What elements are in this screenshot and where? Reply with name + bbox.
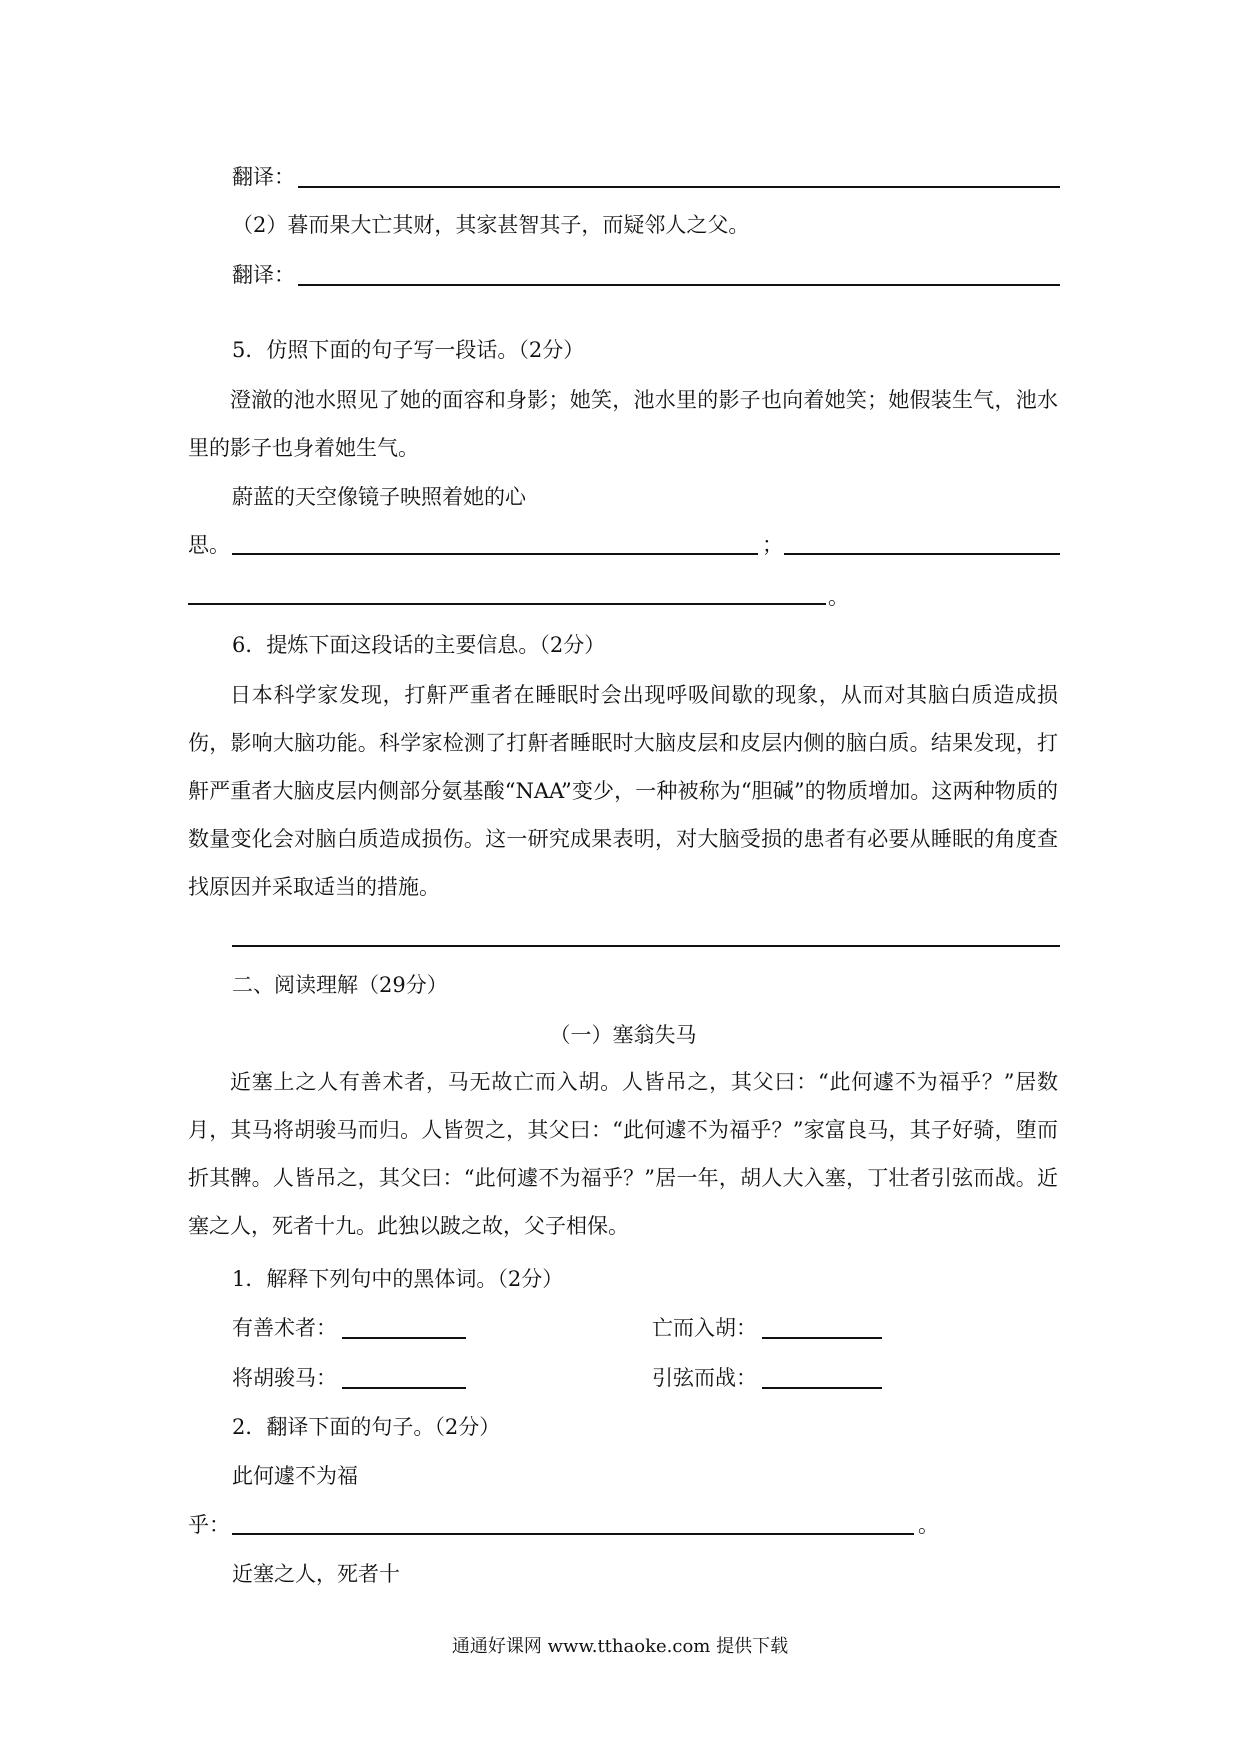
answer-line[interactable] [232,553,758,555]
story-title: （一）塞翁失马 [549,1023,697,1047]
question-sentence: （2）暮而果大亡其财，其家甚智其子，而疑邻人之父。 [232,213,750,237]
prompt-continuation: 思。 [188,533,230,557]
answer-line[interactable] [762,1387,882,1389]
answer-line[interactable] [784,553,1060,555]
term-label: 引弦而战： [652,1366,757,1390]
term-label: 亡而入胡： [652,1316,757,1340]
answer-line[interactable] [342,1337,466,1339]
answer-line[interactable] [298,284,1060,286]
period: 。 [918,1513,939,1537]
translate-label: 翻译： [232,165,295,189]
answer-line[interactable] [232,945,1060,947]
question-title: 1．解释下列句中的黑体词。（2分） [232,1267,564,1291]
answer-line[interactable] [188,603,826,605]
term-label: 将胡骏马： [232,1366,337,1390]
semicolon: ； [762,533,783,557]
answer-line[interactable] [298,186,1060,188]
story-paragraph: 近塞上之人有善术者，马无故亡而入胡。人皆吊之，其父曰：“此何遽不为福乎？”居数月，其马将胡骏马而归。人皆贺之，其父曰：“此何遽不为福乎？”家富良马，其子好骑，堕而折其髀。人皆吊之，其父曰：“此何遽不为福乎？”居一年，胡人大入塞，丁壮者引弦而战。近塞之人，死者十九。此独以跛之故，父子相保。 [188,1070,1058,1238]
question-sentence: 近塞之人，死者十 [232,1562,400,1586]
question-title: 6．提炼下面这段话的主要信息。（2分） [232,633,606,657]
answer-line[interactable] [762,1337,882,1339]
term-label: 有善术者： [232,1316,337,1340]
period: 。 [828,585,849,609]
prompt-sentence: 蔚蓝的天空像镜子映照着她的心 [232,485,526,509]
question-sentence: 此何遽不为福 [232,1464,358,1488]
question-continuation: 乎： [188,1513,230,1537]
translate-label: 翻译： [232,263,295,287]
example-paragraph: 澄澈的池水照见了她的面容和身影；她笑，池水里的影子也向着她笑；她假装生气，池水里的影子也身着她生气。 [188,388,1058,460]
question-title: 2．翻译下面的句子。（2分） [232,1415,501,1439]
section-heading: 二、阅读理解（29分） [232,973,448,997]
answer-line[interactable] [232,1533,914,1535]
footer-credit: 通通好课网 www.tthaoke.com 提供下载 [451,1636,789,1657]
question-title: 5．仿照下面的句子写一段话。（2分） [232,338,585,362]
answer-line[interactable] [342,1387,466,1389]
passage-paragraph: 日本科学家发现，打鼾严重者在睡眠时会出现呼吸间歇的现象，从而对其脑白质造成损伤，影响大脑功能。科学家检测了打鼾者睡眠时大脑皮层和皮层内侧的脑白质。结果发现，打鼾严重者大脑皮层内侧部分氨基酸“NAA”变少，一种被称为“胆碱”的物质增加。这两种物质的数量变化会对脑白质造成损伤。这一研究成果表明，对大脑受损的患者有必要从睡眠的角度查找原因并采取适当的措施。 [188,683,1058,899]
